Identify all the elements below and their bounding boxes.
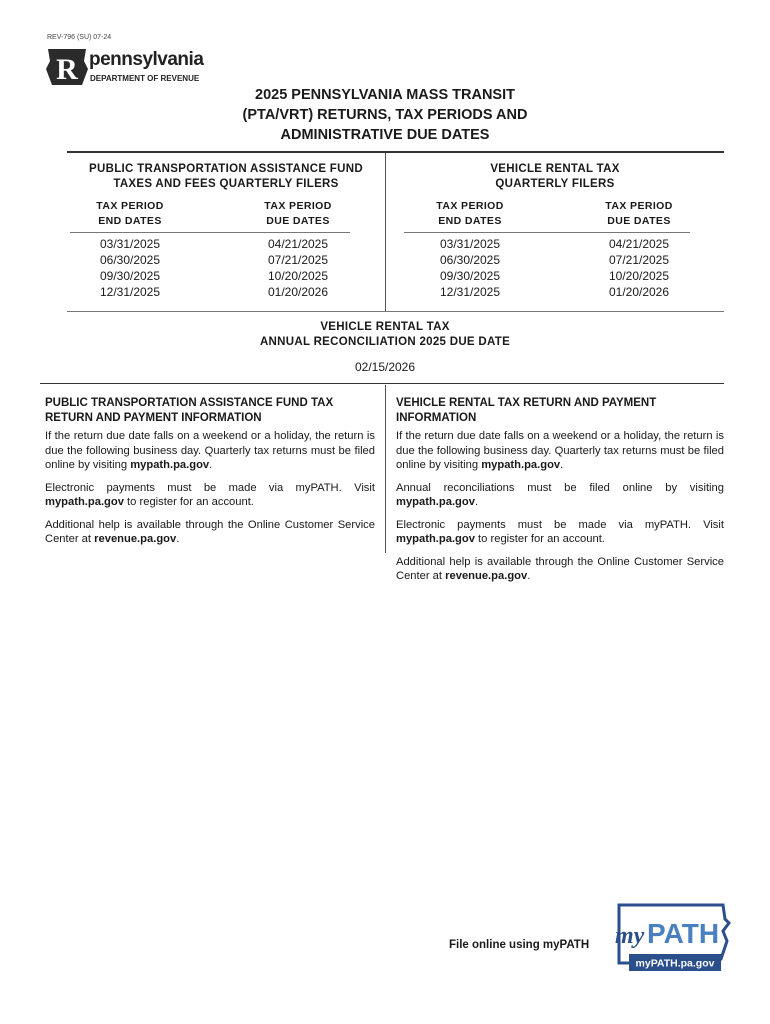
date-cell: 06/30/2025 xyxy=(99,253,161,267)
annual-due-date: 02/15/2026 xyxy=(354,360,416,374)
mypath-logo-icon[interactable] xyxy=(611,901,731,977)
date-cell: 04/21/2025 xyxy=(608,237,670,251)
vrt-end-dates xyxy=(410,236,530,300)
pta-due-dates xyxy=(238,236,358,300)
form-code: REV-796 (SU) 07-24 xyxy=(47,34,112,41)
para-text: Electronic payments must be made via myPATH. Visit xyxy=(45,481,375,494)
para-text: Electronic payments must be made via myPATH. Visit xyxy=(396,518,724,531)
annual-heading xyxy=(67,320,703,350)
svg-text:R: R xyxy=(56,53,78,86)
pta-info-heading: PUBLIC TRANSPORTATION ASSISTANCE FUND TAX RETURN AND PAYMENT INFORMATION xyxy=(45,397,334,424)
date-cell: 09/30/2025 xyxy=(439,269,501,283)
heading-line: PUBLIC TRANSPORTATION ASSISTANCE FUND xyxy=(89,163,363,175)
col-head-line: END DATES xyxy=(438,215,502,227)
date-cell: 03/31/2025 xyxy=(439,237,501,251)
vrt-info-heading: VEHICLE RENTAL TAX RETURN AND PAYMENT INFORMATION xyxy=(396,397,657,424)
title-line: 2025 PENNSYLVANIA MASS TRANSIT xyxy=(255,87,515,103)
pta-table-heading xyxy=(67,162,385,192)
heading-line: VEHICLE RENTAL TAX xyxy=(320,321,450,333)
vrt-info-paragraph xyxy=(396,518,724,547)
mypath-url: myPATH.pa.gov xyxy=(635,957,715,970)
info-top-rule xyxy=(40,383,724,384)
page-title xyxy=(150,85,620,145)
mypath-my: my xyxy=(615,923,645,949)
para-text: to register for an account. xyxy=(123,496,254,508)
vrt-col-due-header xyxy=(579,199,699,229)
vrt-info-paragraph xyxy=(396,429,724,473)
pta-info-column xyxy=(45,396,375,555)
pta-info-paragraph xyxy=(45,481,375,510)
vrt-col-end-header xyxy=(410,199,530,229)
vrt-due-dates xyxy=(579,236,699,300)
date-cell: 09/30/2025 xyxy=(99,269,161,283)
para-text: . xyxy=(176,533,180,545)
heading-line: VEHICLE RENTAL TAX xyxy=(490,163,620,175)
revenue-link[interactable]: revenue.pa.gov xyxy=(94,533,177,545)
para-text: Additional help is available through the Online Customer Service Center at xyxy=(45,518,375,545)
mypath-link[interactable]: mypath.pa.gov xyxy=(396,496,475,508)
para-text: Annual reconciliations must be filed online by visiting xyxy=(396,481,724,494)
col-head-line: DUE DATES xyxy=(607,215,671,227)
mypath-path: PATH xyxy=(647,918,720,949)
vrt-header-rule xyxy=(404,232,690,233)
col-head-line: TAX PERIOD xyxy=(96,200,164,212)
para-text: . xyxy=(560,459,564,471)
para-text: to register for an account. xyxy=(474,533,605,545)
pta-info-paragraph xyxy=(45,518,375,547)
vrt-info-column xyxy=(396,396,724,592)
pta-col-end-header xyxy=(70,199,190,229)
date-cell: 01/20/2026 xyxy=(608,285,670,299)
date-cell: 10/20/2025 xyxy=(608,269,670,283)
col-head-line: END DATES xyxy=(98,215,162,227)
vrt-info-paragraph xyxy=(396,481,724,510)
logo-wordmark: pennsylvania xyxy=(89,49,204,70)
para-text: . xyxy=(527,570,531,582)
file-online-text: File online using myPATH xyxy=(449,939,590,951)
top-rule xyxy=(67,151,724,153)
col-head-line: TAX PERIOD xyxy=(605,200,673,212)
mypath-link[interactable]: mypath.pa.gov xyxy=(481,459,561,471)
vrt-table-heading xyxy=(386,162,724,192)
logo-department: DEPARTMENT OF REVENUE xyxy=(90,74,200,83)
col-head-line: DUE DATES xyxy=(266,215,330,227)
date-cell: 10/20/2025 xyxy=(267,269,329,283)
pta-header-rule xyxy=(70,232,350,233)
date-cell: 04/21/2025 xyxy=(267,237,329,251)
date-cell: 07/21/2025 xyxy=(267,253,329,267)
revenue-link[interactable]: revenue.pa.gov xyxy=(445,570,528,582)
date-cell: 07/21/2025 xyxy=(608,253,670,267)
mypath-link[interactable]: mypath.pa.gov xyxy=(130,459,210,471)
info-column-divider xyxy=(385,385,386,553)
para-text: If the return due date falls on a weekend or a holiday, the return is due the following business day. Quarterly tax returns must be filed online by visiting xyxy=(396,430,724,471)
tables-bottom-rule xyxy=(67,311,724,312)
vrt-info-paragraph xyxy=(396,555,724,584)
heading-line: TAXES AND FEES QUARTERLY FILERS xyxy=(113,178,339,190)
title-line: ADMINISTRATIVE DUE DATES xyxy=(280,127,490,143)
mypath-link[interactable]: mypath.pa.gov xyxy=(396,533,475,545)
para-text: . xyxy=(209,459,213,471)
para-text: If the return due date falls on a weekend or a holiday, the return is due the following business day. Quarterly tax returns must be filed online by visiting xyxy=(45,430,375,471)
mypath-link[interactable]: mypath.pa.gov xyxy=(45,496,124,508)
date-cell: 12/31/2025 xyxy=(439,285,501,299)
heading-line: QUARTERLY FILERS xyxy=(495,178,615,190)
pta-end-dates xyxy=(70,236,190,300)
date-cell: 01/20/2026 xyxy=(267,285,329,299)
col-head-line: TAX PERIOD xyxy=(264,200,332,212)
col-head-line: TAX PERIOD xyxy=(436,200,504,212)
para-text: Additional help is available through the Online Customer Service Center at xyxy=(396,555,724,582)
date-cell: 06/30/2025 xyxy=(439,253,501,267)
para-text: . xyxy=(474,496,479,508)
pta-col-due-header xyxy=(238,199,358,229)
heading-line: ANNUAL RECONCILIATION 2025 DUE DATE xyxy=(259,336,511,348)
title-line: (PTA/VRT) RETURNS, TAX PERIODS AND xyxy=(242,107,528,123)
date-cell: 12/31/2025 xyxy=(99,285,161,299)
pta-info-paragraph xyxy=(45,429,375,473)
date-cell: 03/31/2025 xyxy=(99,237,161,251)
